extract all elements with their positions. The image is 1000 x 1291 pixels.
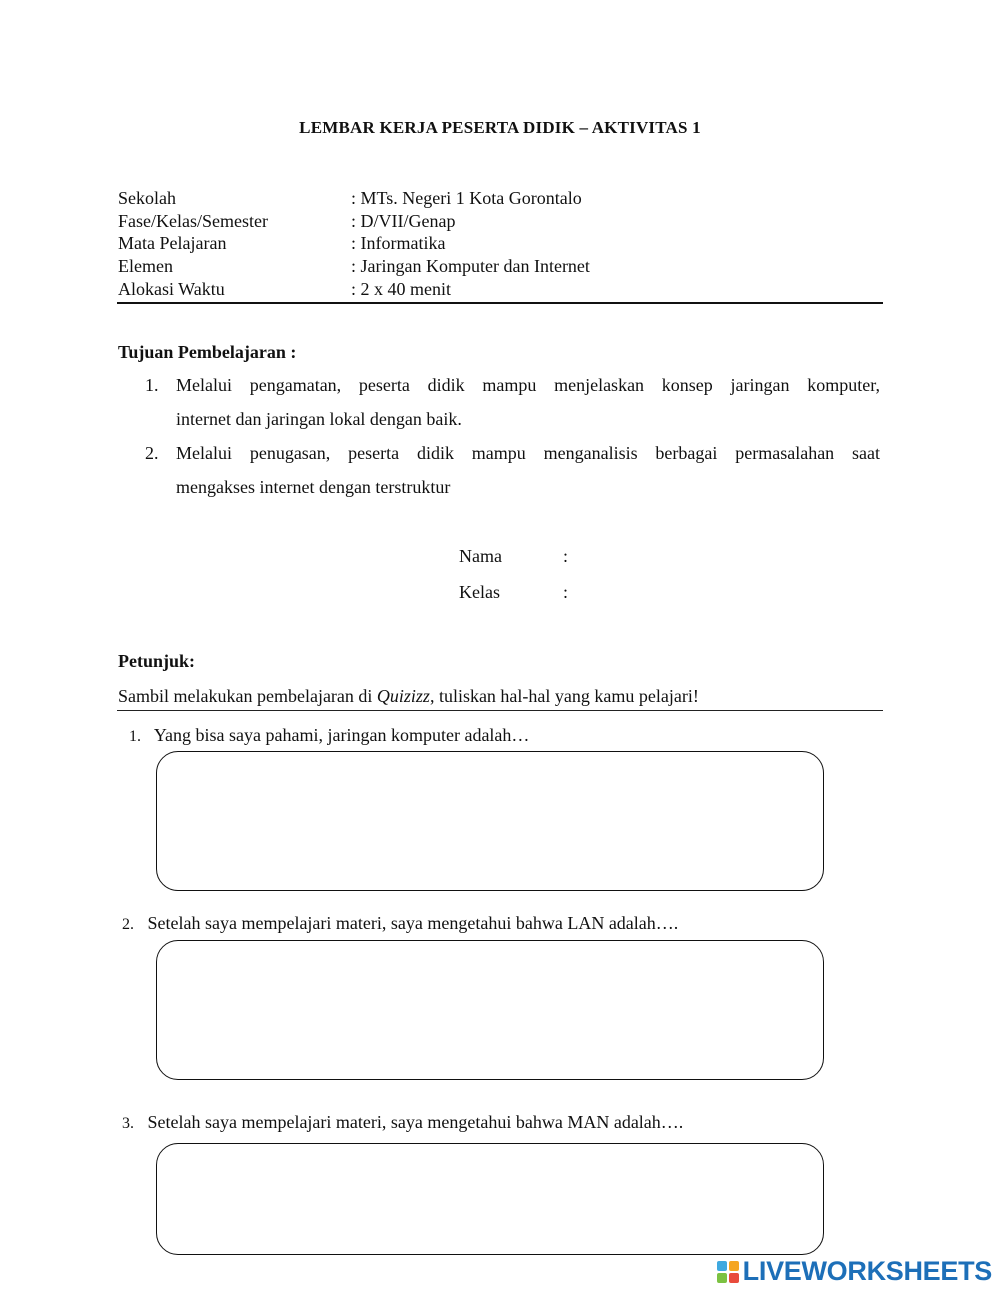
objective-text-line: mengakses internet dengan terstruktur	[176, 477, 451, 497]
objective-number: 2.	[145, 443, 159, 463]
logo-block	[729, 1273, 739, 1283]
logo-block	[717, 1273, 727, 1283]
instructions-text-end: , tuliskan hal-hal yang kamu pelajari!	[429, 686, 699, 706]
worksheet-title: LEMBAR KERJA PESERTA DIDIK – AKTIVITAS 1	[299, 118, 701, 137]
quizizz-text: Quizizz	[376, 686, 430, 706]
liveworksheets-watermark	[717, 1256, 992, 1287]
info-label-subject: Mata Pelajaran	[118, 233, 227, 253]
name-label: Nama	[459, 546, 502, 566]
question-number: 3.	[122, 1115, 134, 1132]
answer-box-3[interactable]	[156, 1143, 824, 1255]
question-text: Setelah saya mempelajari materi, saya mengetahui bahwa LAN adalah….	[147, 913, 679, 933]
info-label-time: Alokasi Waktu	[118, 279, 225, 299]
liveworksheets-logo-icon	[717, 1261, 739, 1283]
class-label: Kelas	[459, 582, 500, 602]
objective-text-line: Melalui penugasan, peserta didik mampu menganalisis berbagai permasalahan saat	[176, 443, 880, 463]
question-number: 2.	[122, 916, 134, 933]
class-colon: :	[563, 582, 569, 602]
logo-block	[717, 1261, 727, 1271]
objective-item-2	[145, 436, 880, 504]
question-text: Setelah saya mempelajari materi, saya mengetahui bahwa MAN adalah….	[147, 1112, 684, 1132]
objective-text-line: Melalui pengamatan, peserta didik mampu menjelaskan konsep jaringan komputer,	[176, 375, 880, 395]
header-divider	[117, 302, 883, 304]
info-value-time: : 2 x 40 menit	[351, 279, 451, 299]
question-number: 1.	[129, 728, 141, 745]
objective-number: 1.	[145, 375, 159, 395]
question-3	[122, 1112, 683, 1133]
instructions-text-start: Sambil melakukan pembelajaran di	[118, 686, 377, 706]
info-value-element: : Jaringan Komputer dan Internet	[351, 256, 590, 276]
info-value-subject: : Informatika	[351, 233, 446, 253]
objectives-heading: Tujuan Pembelajaran :	[118, 342, 297, 362]
instructions-text	[118, 686, 699, 707]
logo-block	[729, 1261, 739, 1271]
objective-item-1	[145, 368, 880, 436]
answer-box-1[interactable]	[156, 751, 824, 891]
name-colon: :	[563, 546, 569, 566]
instructions-divider	[117, 710, 883, 711]
instructions-heading: Petunjuk:	[118, 651, 196, 671]
question-text: Yang bisa saya pahami, jaringan komputer adalah…	[153, 725, 530, 745]
info-label-phase: Fase/Kelas/Semester	[118, 211, 268, 231]
info-label-school: Sekolah	[118, 188, 176, 208]
watermark-text: LIVEWORKSHEETS	[742, 1256, 992, 1286]
info-label-element: Elemen	[118, 256, 173, 276]
question-1	[129, 725, 529, 746]
question-2	[122, 913, 678, 934]
info-value-phase: : D/VII/Genap	[351, 211, 456, 231]
info-value-school: : MTs. Negeri 1 Kota Gorontalo	[351, 188, 582, 208]
answer-box-2[interactable]	[156, 940, 824, 1080]
objective-text-line: internet dan jaringan lokal dengan baik.	[176, 409, 462, 429]
